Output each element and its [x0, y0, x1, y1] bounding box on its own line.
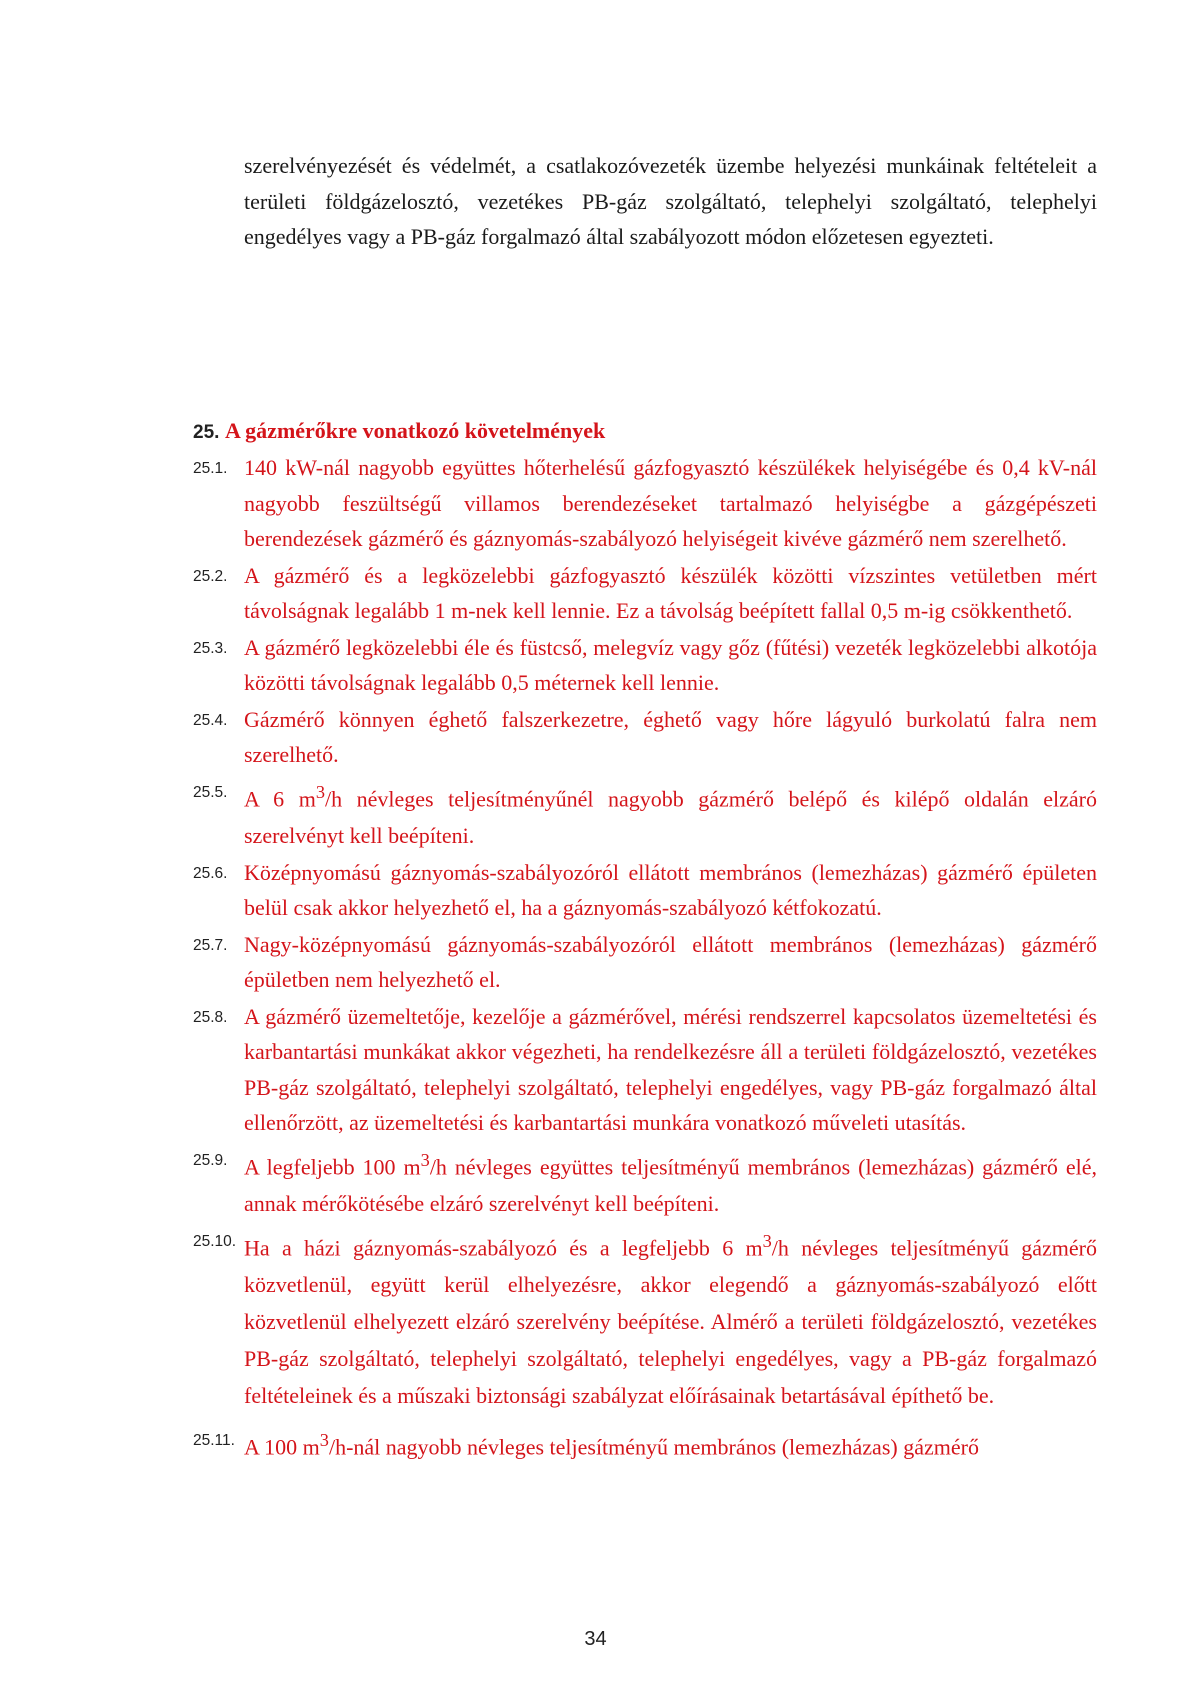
- list-item: [193, 927, 1097, 998]
- list-item: [193, 558, 1097, 629]
- item-number: 25.3.: [193, 639, 228, 657]
- item-text: A gázmérő legközelebbi éle és füstcső, melegvíz vagy gőz (fűtési) vezeték legközelebbi alkotója közötti távolságnak legalább 0,5 méternek kell lennie.: [244, 634, 1097, 695]
- section-title: A gázmérőkre vonatkozó követelmények: [225, 418, 606, 443]
- list-item: [193, 702, 1097, 773]
- item-text: Gázmérő könnyen éghető falszerkezetre, éghető vagy hőre lágyuló burkolatú falra nem szerelhető.: [244, 706, 1097, 767]
- list-item: [193, 630, 1097, 701]
- intro-paragraph: szerelvényezését és védelmét, a csatlakozóvezeték üzembe helyezési munkáinak feltételeit a területi földgázelosztó, vezetékes PB-gáz szolgáltató, telephelyi szolgáltató, telephelyi engedélyes vagy a PB-gáz forgalmazó által szabályozott módon előzetesen egyezteti.: [244, 153, 1097, 249]
- item-number: 25.2.: [193, 567, 228, 585]
- item-text: A gázmérő üzemeltetője, kezelője a gázmérővel, mérési rendszerrel kapcsolatos üzemeltetési és karbantartási munkákat akkor végezheti, ha rendelkezésre áll a területi földgázelosztó, vezetékes PB-gáz szolgáltató, telephelyi szolgáltató, telephelyi engedélyes, vagy PB-gáz forgalmazó által ellenőrzött, az üzemeltetési és karbantartási munkára vonatkozó műveleti utasítás.: [244, 1003, 1097, 1136]
- item-text: 140 kW-nál nagyobb együttes hőterhelésű gázfogyasztó készülékek helyiségébe és 0,4 kV-nál nagyobb feszültségű villamos berendezéseket tartalmazó helyiségbe a gázgépészeti berendezések gázmérő és gáznyomás-szabályozó helyiségeit kivéve gázmérő nem szerelhető.: [244, 455, 1097, 551]
- item-number: 25.7.: [193, 936, 228, 954]
- section-number: 25.: [193, 422, 220, 443]
- item-text: A gázmérő és a legközelebbi gázfogyasztó készülék közötti vízszintes vetületben mért távolságnak legalább 1 m-nek kell lennie. Ez a távolság beépített fallal 0,5 m-ig csökkenthető.: [244, 562, 1097, 623]
- item-number: 25.11.: [193, 1432, 235, 1450]
- list-item: [193, 774, 1097, 854]
- item-number: 25.5.: [193, 783, 228, 801]
- superscript: 3: [762, 1231, 772, 1252]
- item-number: 25.4.: [193, 711, 228, 729]
- item-text: A legfeljebb 100 $m^3/h$ névleges együttes teljesítményű membrános (lemezházas) gázmérő elé, annak mérőkötésébe elzáró szerelvényt kell beépíteni.: [244, 1149, 1098, 1217]
- page-number: 34: [584, 1628, 607, 1650]
- superscript: 3: [315, 781, 325, 802]
- list-item: [193, 1422, 1097, 1465]
- item-text: Ha a házi gáznyomás-szabályozó és a legfeljebb 6 $m^3/h$ névleges teljesítményű gázmérő közvetlenül, együtt kerül elhelyezésre, akkor elegendő a gáznyomás-szabályozó előtt közvetlenül elhelyezett elzáró szerelvény beépítése. Almérő a területi földgázelosztó, vezetékes PB-gáz szolgáltató, telephelyi szolgáltató, telephelyi engedélyes, vagy a PB-gáz forgalmazó feltételeinek és a műszaki biztonsági szabályzat előírásainak betartásával építhető be.: [244, 1231, 1098, 1409]
- list-item: [193, 450, 1097, 557]
- item-text: A 100 $m^3/h$-nál nagyobb névleges teljesítményű membrános (lemezházas) gázmérő: [244, 1430, 979, 1460]
- list-item: [193, 1142, 1097, 1222]
- list-item: [193, 1223, 1097, 1414]
- item-text: Nagy-középnyomású gáznyomás-szabályozóról ellátott membrános (lemezházas) gázmérő épületben nem helyezhető el.: [244, 931, 1097, 993]
- item-number: 25.8.: [193, 1008, 228, 1026]
- requirements-list: [193, 450, 1097, 1467]
- item-text: Középnyomású gáznyomás-szabályozóról ellátott membrános (lemezházas) gázmérő épületen belül csak akkor helyezhető el, ha a gáznyomás-szabályozó kétfokozatú.: [244, 859, 1097, 921]
- item-number: 25.6.: [193, 864, 228, 882]
- superscript: 3: [420, 1149, 430, 1170]
- superscript: 3: [319, 1430, 329, 1451]
- list-item: [193, 855, 1097, 926]
- item-number: 25.1.: [193, 460, 228, 477]
- item-text: A 6 $m^3/h$ névleges teljesítményűnél nagyobb gázmérő belépő és kilépő oldalán elzáró szerelvényt kell beépíteni.: [244, 781, 1097, 848]
- item-number: 25.9.: [193, 1151, 228, 1169]
- list-item: [193, 999, 1097, 1141]
- item-number: 25.10.: [193, 1233, 237, 1251]
- section-heading: [193, 418, 605, 444]
